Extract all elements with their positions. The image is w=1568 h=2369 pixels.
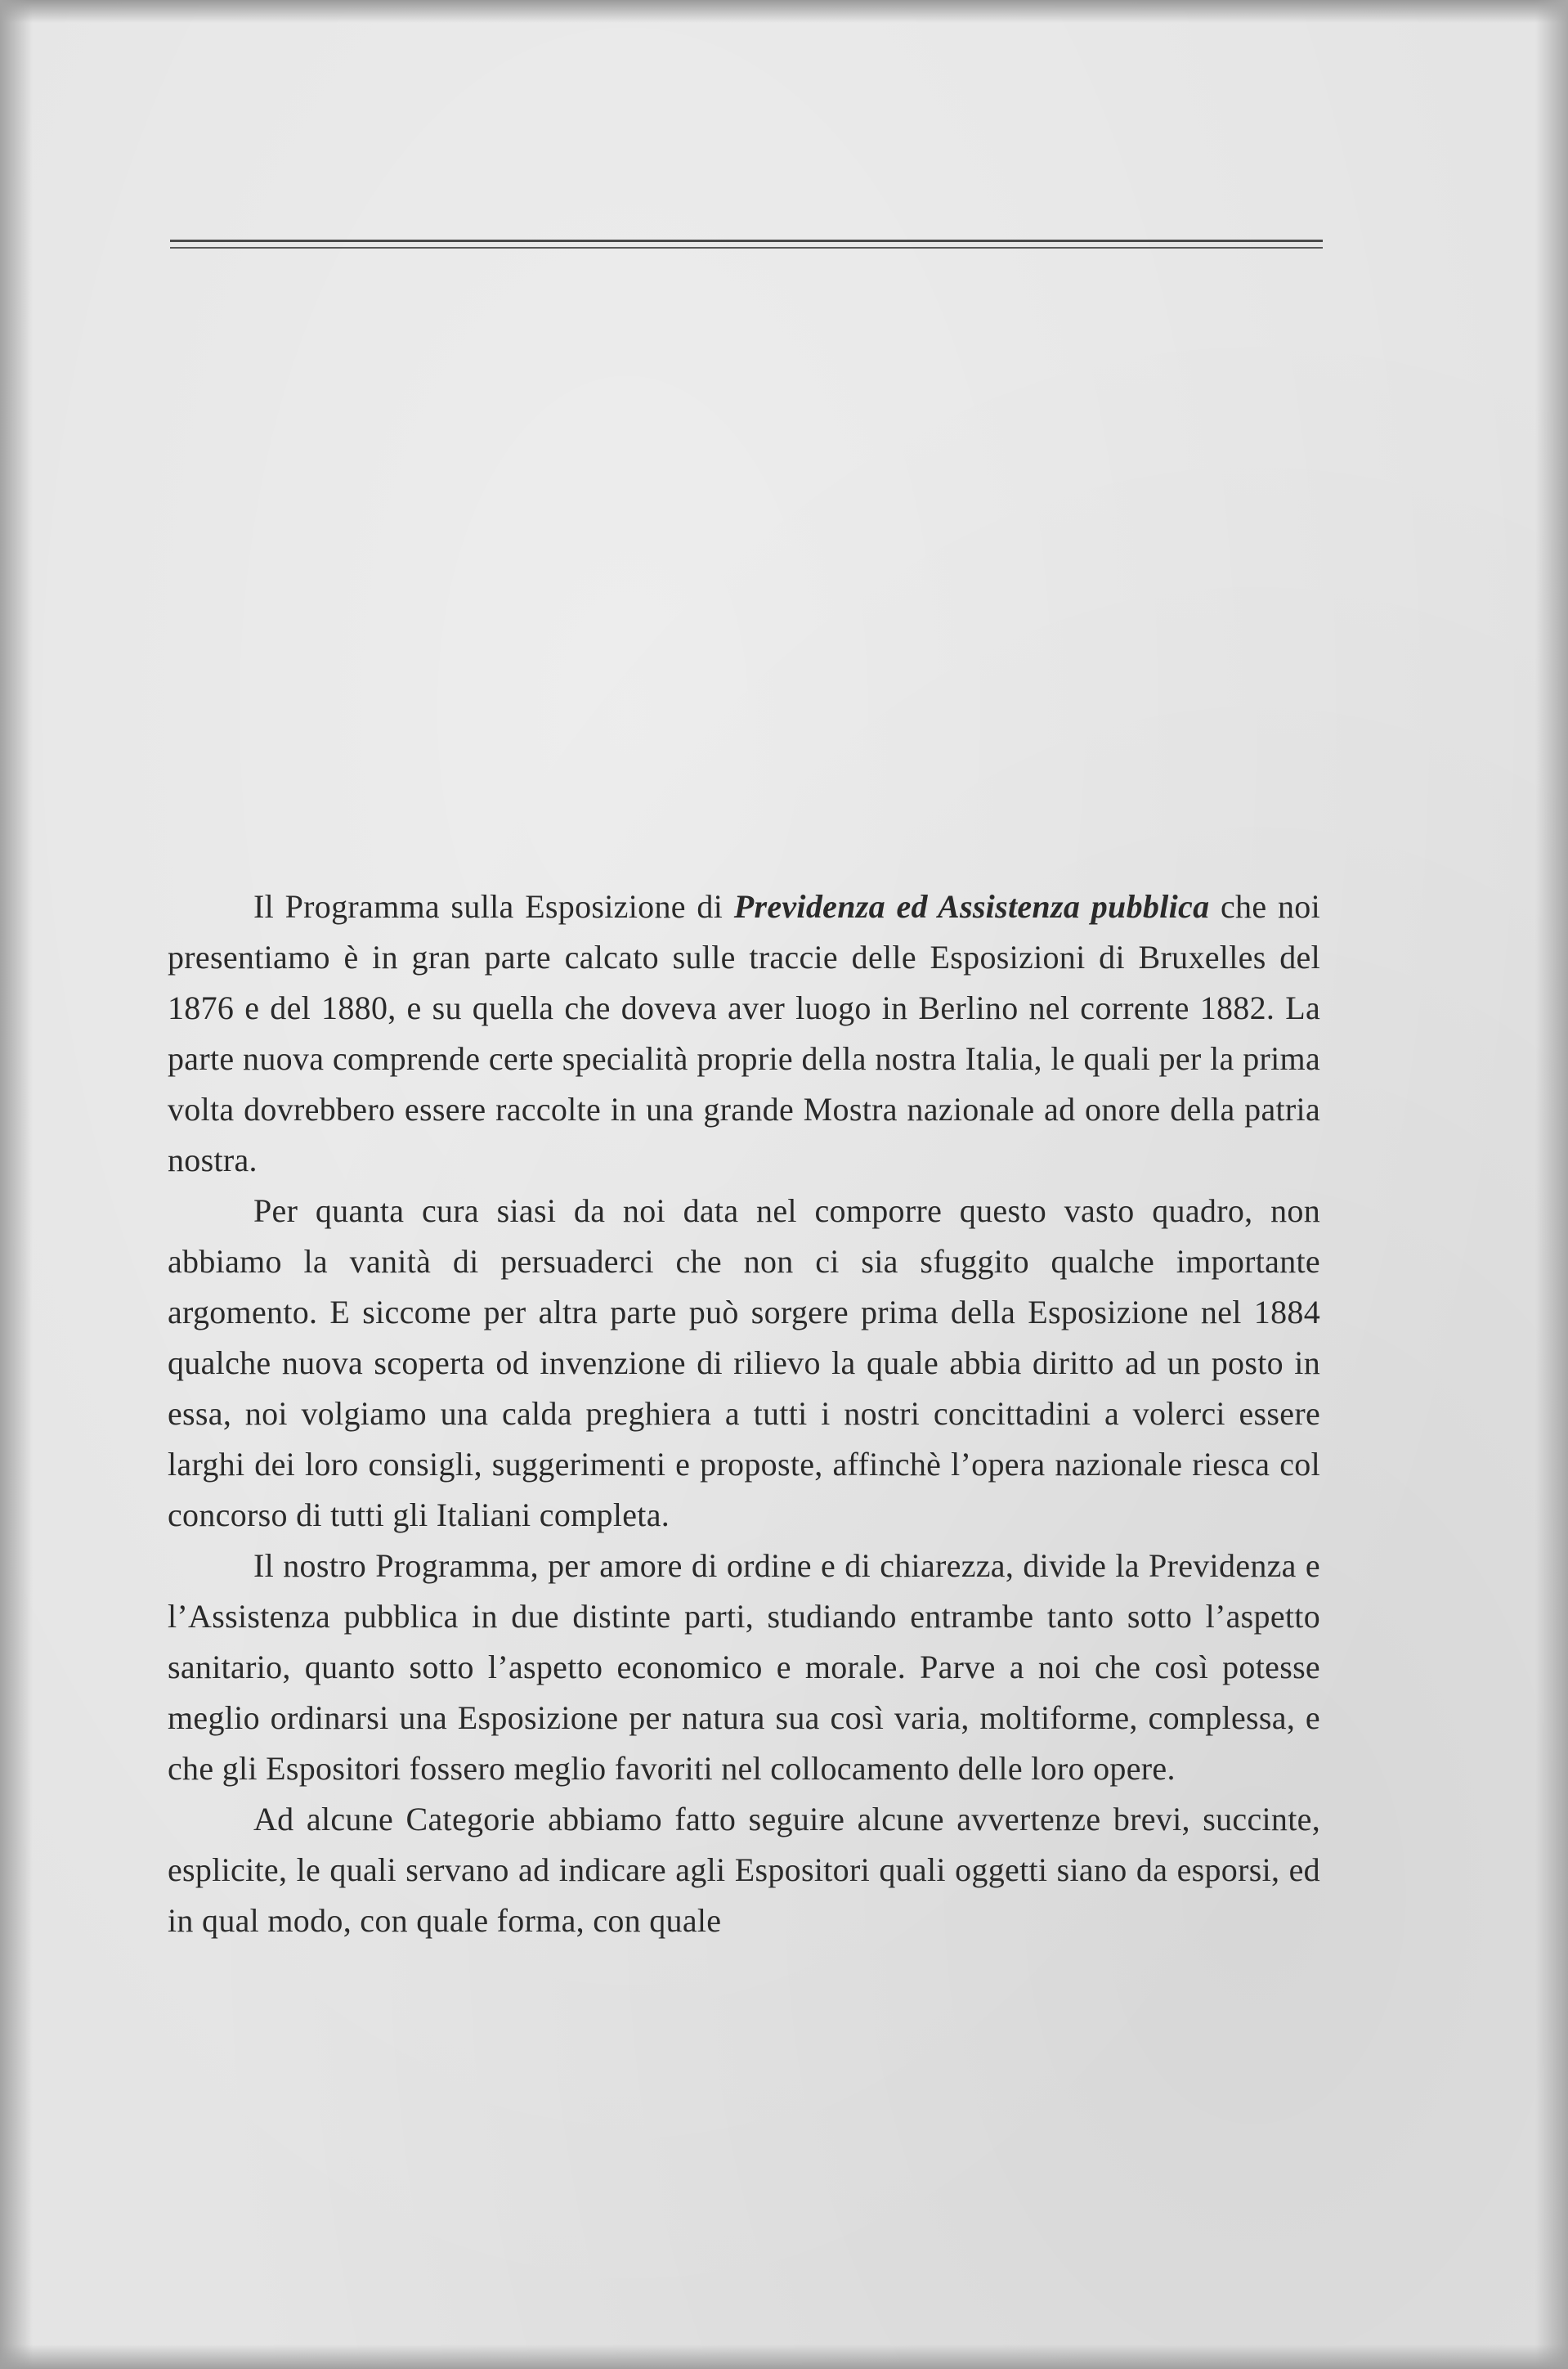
paragraph-1-rest: che noi presentiamo è in gran parte calcato sulle traccie delle Esposizioni di Bruxelles del 1876 e del 1880, e su quella che doveva aver luogo in Berlino nel corrente 1882. La parte nuova comprende certe specialità proprie della nostra Italia, le quali per la prima volta dovrebbero essere raccolte in una grande Mostra nazionale ad onore della patria nostra. (168, 888, 1320, 1178)
paragraph-4: Ad alcune Categorie abbiamo fatto seguire alcune avvertenze brevi, succinte, esplicite, le quali servano ad indicare agli Espositori quali oggetti siano da esporsi, ed in qual modo, con quale forma, con quale (168, 1801, 1320, 1939)
paragraph-1 (168, 882, 1320, 1186)
scan-edge-top (0, 0, 1568, 23)
rule-line-bottom (170, 247, 1323, 249)
body-text (168, 882, 1320, 1946)
scan-edge-right (1535, 0, 1568, 2369)
paragraph-1-lead: Il Programma sulla Esposizione di (253, 888, 734, 925)
rule-line-top (170, 240, 1323, 242)
header-double-rule (170, 237, 1323, 252)
scan-edge-bottom (0, 2344, 1568, 2369)
scan-edge-left (0, 0, 33, 2369)
paragraph-2: Per quanta cura siasi da noi data nel comporre questo vasto quadro, non abbiamo la vanità di persuaderci che non ci sia sfuggito qualche importante argomento. E siccome per altra parte può sorgere prima della Esposizione nel 1884 qualche nuova scoperta od invenzione di rilievo la quale abbia diritto ad un posto in essa, noi volgiamo una calda preghiera a tutti i nostri concittadini a volerci essere larghi dei loro consigli, suggerimenti e proposte, affinchè l’opera nazionale riesca col concorso di tutti gli Italiani completa. (168, 1192, 1320, 1533)
paragraph-1-italic-title: Previdenza ed Assistenza pubblica (733, 888, 1210, 925)
paragraph-3: Il nostro Programma, per amore di ordine e di chiarezza, divide la Previdenza e l’Assistenza pubblica in due distinte parti, studiando entrambe tanto sotto l’aspetto sanitario, quanto sotto l’aspetto economico e morale. Parve a noi che così potesse meglio ordinarsi una Esposizione per natura sua così varia, moltiforme, complessa, e che gli Espositori fossero meglio favoriti nel collocamento delle loro opere. (168, 1547, 1320, 1787)
